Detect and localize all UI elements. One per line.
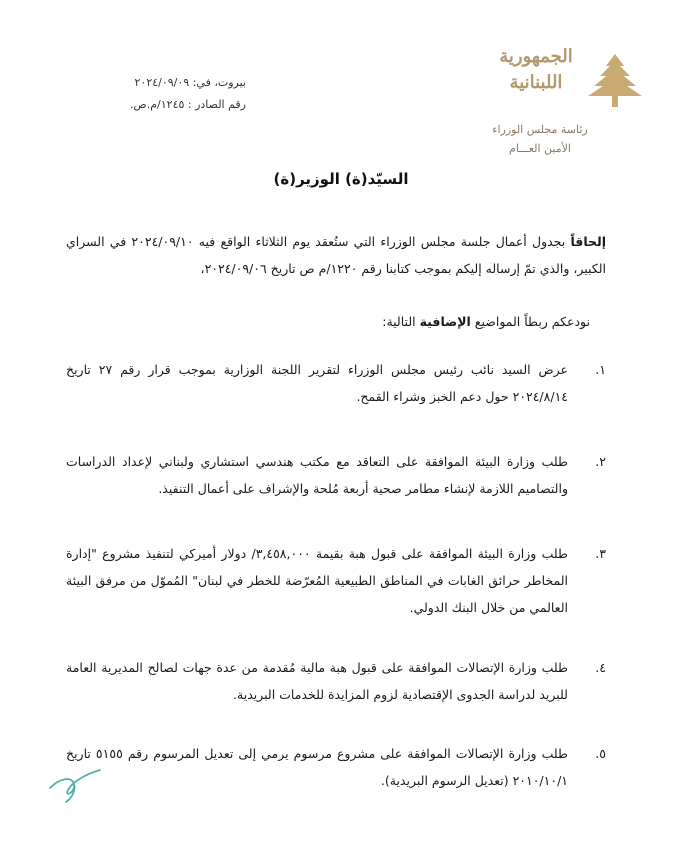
republic-emblem-title (492, 44, 580, 96)
intro-keyword: إلحاقاً (570, 234, 606, 249)
agenda-item (66, 356, 606, 430)
letter-meta (96, 72, 246, 116)
reference-number: رقم الصادر : ١٢٤٥/م.ص. (129, 98, 246, 111)
agenda-items-list (66, 356, 606, 796)
lead-line (70, 308, 590, 335)
agenda-item (66, 540, 606, 624)
agenda-item-text: طلب وزارة الإتصالات الموافقة على قبول هبة مالية مُقدمة من عدة جهات لصالح المديرية العامة للبريد لدراسة الجدوى الإقتصادية لزوم المزايدة للخدمات البريدية. (66, 660, 568, 702)
agenda-item-text: طلب وزارة البيئة الموافقة على قبول هبة بقيمة ٣,٤٥٨,٠٠٠/ دولار أميركي لتنفيذ مشروع "إدارة المخاطر حرائق الغابات في المناطق الطبيعية المُعرّضة للخطر في لبنان" المُموّل من مرفق البيئة العالمي من خلال البنك الدولي. (66, 546, 568, 615)
office-subtitle-line-1: رئاسة مجلس الوزراء (492, 123, 588, 136)
lead-after: التالية: (382, 314, 420, 329)
agenda-item-text: عرض السيد نائب رئيس مجلس الوزراء لتقرير اللجنة الوزارية بموجب قرار رقم ٢٧ تاريخ ٢٠٢٤/٨/١٤ حول دعم الخبز وشراء القمح. (66, 362, 568, 404)
intro-text: بجدول أعمال جلسة مجلس الوزراء التي ستُعقد يوم الثلاثاء الواقع فيه ٢٠٢٤/٠٩/١٠ في السراي الكبير، والذي تمّ إرساله إليكم بموجب كتابنا رقم ١٢٢٠/م ص تاريخ ٢٠٢٤/٠٩/٠٦، (66, 234, 606, 276)
agenda-item-number: ٤. (595, 660, 606, 675)
agenda-item-text: طلب وزارة الإتصالات الموافقة على مشروع مرسوم يرمي إلى تعديل المرسوم رقم ٥١٥٥ تاريخ ٢٠١٠/١٠/١ (تعديل الرسوم البريدية). (66, 746, 568, 788)
agenda-item-number: ٢. (595, 454, 606, 469)
cedar-emblem-icon (584, 50, 646, 112)
salutation: السيّد(ة) الوزير(ة) (273, 170, 409, 188)
date-line: بيروت، في: ٢٠٢٤/٠٩/٠٩ (134, 76, 246, 89)
agenda-item-text: طلب وزارة البيئة الموافقة على التعاقد مع مكتب هندسي استشاري ولبناني لإعداد الدراسات والتصاميم اللازمة لإنشاء مطامر صحية أربعة مُلحة والإشراف على أعمال التنفيذ. (66, 454, 568, 496)
lead-bold: الإضافية (419, 314, 471, 329)
office-subtitle-line-2: الأمين العـــام (509, 142, 571, 155)
agenda-item-number: ٣. (595, 546, 606, 561)
signature-icon (46, 764, 116, 804)
agenda-item-number: ١. (595, 362, 606, 377)
agenda-item-number: ٥. (595, 746, 606, 761)
emblem-title-line-2: اللبنانية (509, 72, 563, 93)
lead-before: نودعكم ربطاً المواضيع (470, 314, 590, 329)
agenda-item (66, 448, 606, 508)
office-subtitle (478, 120, 602, 158)
agenda-item (66, 740, 606, 796)
agenda-item (66, 654, 606, 714)
emblem-title-line-1: الجمهورية (499, 46, 573, 67)
intro-paragraph (66, 228, 606, 282)
